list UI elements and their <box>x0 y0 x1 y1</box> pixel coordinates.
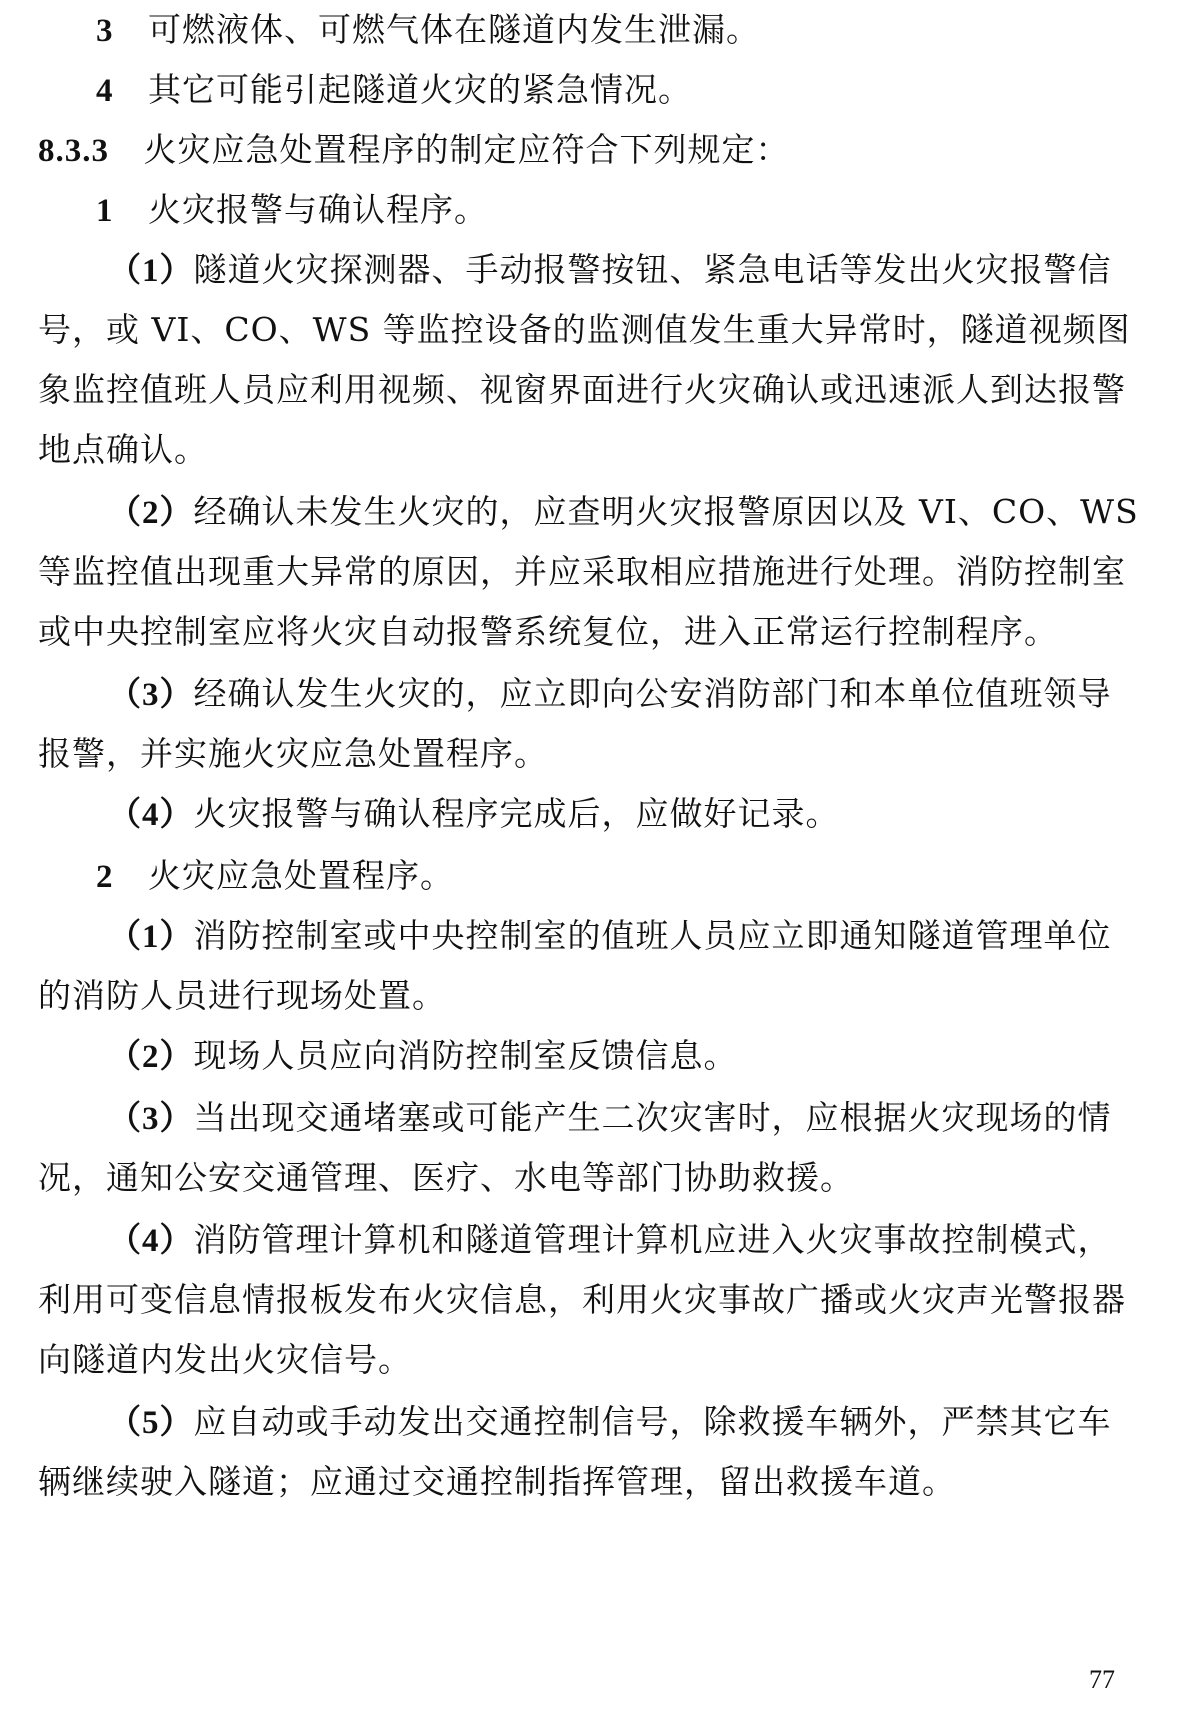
page-number: 77 <box>1089 1665 1115 1694</box>
sub-item-number: （5） <box>108 1405 194 1441</box>
line-text: 象监控值班人员应利用视频、视窗界面进行火灾确认或迅速派人到达报警 <box>38 370 1126 409</box>
paragraph-line <box>38 370 1126 410</box>
sub-item-text: 火灾报警与确认程序完成后，应做好记录。 <box>193 794 840 833</box>
sub-item-number: （3） <box>108 677 194 713</box>
paragraph-line <box>38 734 548 774</box>
sub-item-1-4 <box>108 794 840 834</box>
section-text: 火灾应急处置程序的制定应符合下列规定： <box>143 130 790 169</box>
paragraph-line <box>38 552 1126 592</box>
sub-item-text: 经确认发生火灾的，应立即向公安消防部门和本单位值班领导 <box>193 674 1112 713</box>
line-text: 辆继续驶入隧道；应通过交通控制指挥管理，留出救援车道。 <box>38 1462 956 1501</box>
list-item-3 <box>96 10 760 50</box>
sub-item-text: 当出现交通堵塞或可能产生二次灾害时，应根据火灾现场的情 <box>193 1098 1112 1137</box>
line-text: 地点确认。 <box>38 430 208 469</box>
sub-item-number: （4） <box>108 1223 194 1259</box>
line-text: 的消防人员进行现场处置。 <box>38 976 446 1015</box>
paragraph-line <box>38 1158 854 1198</box>
sub-item-number: （1） <box>108 919 194 955</box>
sub-item-2-1 <box>108 916 1112 956</box>
sub-item-1-1 <box>108 250 1112 290</box>
paragraph-line <box>38 1340 412 1380</box>
sub-item-2-5 <box>108 1402 1112 1442</box>
paragraph-line <box>38 976 446 1016</box>
sub-item-text: 消防管理计算机和隧道管理计算机应进入火灾事故控制模式， <box>193 1220 1112 1259</box>
sub-item-1-3 <box>108 674 1112 714</box>
item-number: 2 <box>96 859 114 895</box>
paragraph-line <box>38 612 1058 652</box>
sub-item-text: 隧道火灾探测器、手动报警按钮、紧急电话等发出火灾报警信 <box>193 250 1112 289</box>
paragraph-line <box>38 310 1131 350</box>
sub-item-2-3 <box>108 1098 1112 1138</box>
sub-item-1-2 <box>108 492 1139 532</box>
sub-item-number: （4） <box>108 797 194 833</box>
line-text: 利用可变信息情报板发布火灾信息，利用火灾事故广播或火灾声光警报器 <box>38 1280 1126 1319</box>
line-text: 报警，并实施火灾应急处置程序。 <box>38 734 548 773</box>
line-text: 向隧道内发出火灾信号。 <box>38 1340 412 1379</box>
item-number: 1 <box>96 193 114 229</box>
item-text: 其它可能引起隧道火灾的紧急情况。 <box>147 70 692 109</box>
sub-item-text: 消防控制室或中央控制室的值班人员应立即通知隧道管理单位 <box>193 916 1112 955</box>
sub-item-number: （1） <box>108 253 194 289</box>
section-heading-8-3-3 <box>38 130 789 170</box>
line-text: 等监控值出现重大异常的原因，并应采取相应措施进行处理。消防控制室 <box>38 552 1126 591</box>
item-text: 火灾应急处置程序。 <box>147 856 454 895</box>
sub-item-number: （2） <box>108 495 194 531</box>
item-number: 4 <box>96 73 114 109</box>
item-text: 火灾报警与确认程序。 <box>147 190 488 229</box>
line-text: 号，或 VI、CO、WS 等监控设备的监测值发生重大异常时，隧道视频图 <box>38 310 1131 349</box>
list-item-2 <box>96 856 454 896</box>
line-text: 况，通知公安交通管理、医疗、水电等部门协助救援。 <box>38 1158 854 1197</box>
sub-item-number: （2） <box>108 1039 194 1075</box>
paragraph-line <box>38 430 208 470</box>
paragraph-line <box>38 1280 1126 1320</box>
sub-item-2-4 <box>108 1220 1112 1260</box>
line-text: 或中央控制室应将火灾自动报警系统复位，进入正常运行控制程序。 <box>38 612 1058 651</box>
sub-item-text: 现场人员应向消防控制室反馈信息。 <box>193 1036 738 1075</box>
sub-item-text: 经确认未发生火灾的，应查明火灾报警原因以及 VI、CO、WS <box>193 492 1139 531</box>
sub-item-number: （3） <box>108 1101 194 1137</box>
item-text: 可燃液体、可燃气体在隧道内发生泄漏。 <box>147 10 760 49</box>
section-number: 8.3.3 <box>38 133 109 169</box>
sub-item-text: 应自动或手动发出交通控制信号，除救援车辆外，严禁其它车 <box>193 1402 1112 1441</box>
sub-item-2-2 <box>108 1036 738 1076</box>
paragraph-line <box>38 1462 956 1502</box>
item-number: 3 <box>96 13 114 49</box>
list-item-1 <box>96 190 488 230</box>
list-item-4 <box>96 70 692 110</box>
